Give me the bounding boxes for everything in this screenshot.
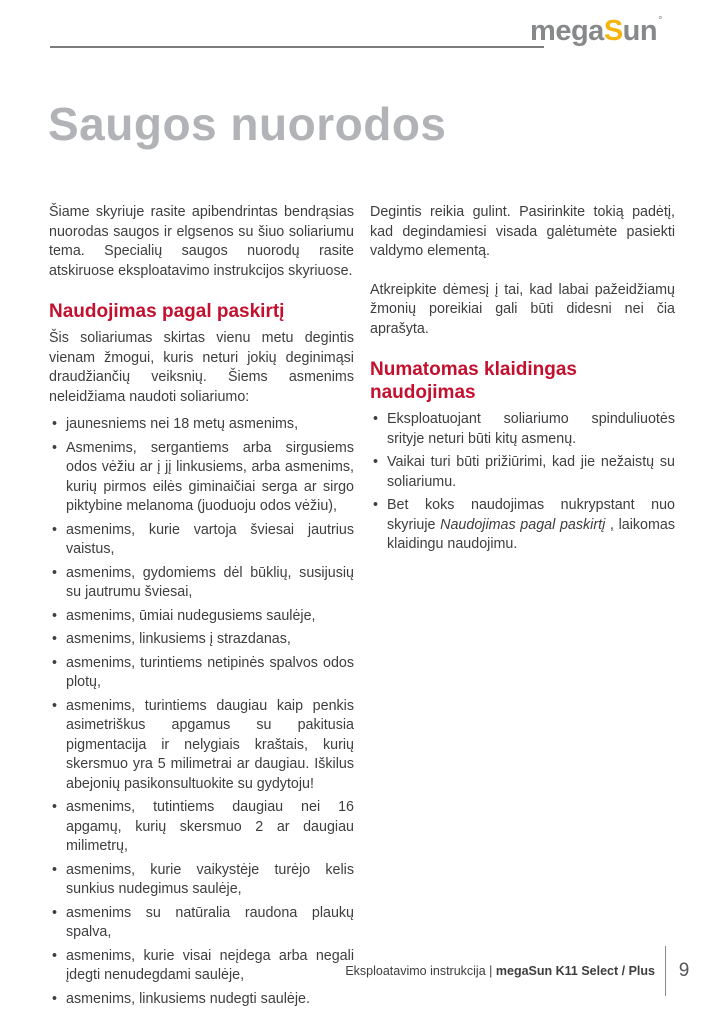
section-heading-misuse: Numatomas klaidingas naudojimas [370, 359, 577, 403]
list-item: • asmenims, linkusiems nudegti saulėje. [49, 990, 354, 1010]
logo-text-un: un [622, 15, 658, 47]
footer-separator: | [489, 964, 493, 978]
list-item: • asmenims, turintiems netipinės spalvos odos plotų, [49, 654, 354, 693]
misuse-item-reference: Naudojimas pagal paskirtį [440, 516, 606, 533]
header-rule [50, 46, 544, 48]
list-item: • asmenims, gydomiems dėl būklių, susijusių su jautrumu šviesai, [49, 564, 354, 603]
intro-paragraph: Šiame skyriuje rasite apibendrintas bendrąsias nuorodas saugos ir elgsenos su šiuo soliariumu tema. Specialių saugos nuorodų rasite atskiruose eksploatavimo instrukcijos skyriuose. [49, 204, 354, 279]
list-item: • Asmenims, sergantiems arba sirgusiems odos vėžiu ar į jį linkusiems, arba asmenims, kurių pirmos eilės giminaičiai serga ar sirgo piktybine melanoma (juoduoju odos vėžiu), [49, 439, 354, 517]
list-item [370, 496, 675, 555]
list-item: • Eksploatuojant soliariumo spinduliuotės srityje neturi būti kitų asmenų. [370, 410, 675, 449]
list-item: • asmenims, kurie vaikystėje turėjo kelis sunkius nudegimus saulėje, [49, 861, 354, 900]
two-column-body [49, 203, 675, 1013]
page-number: 9 [678, 960, 690, 981]
misuse-item-pre: Bet koks naudojimas nukrypstant nuo skyriuje [387, 497, 675, 533]
list-item: • asmenims, tutintiems daugiau nei 16 apgamų, kurių skersmuo 2 ar daugiau milimetrų, [49, 798, 354, 857]
tanning-position-paragraph: Degintis reikia gulint. Pasirinkite tokią padėtį, kad degindamiesi visada galėtumėte pasiekti valdymo elementą. [370, 204, 675, 259]
right-column [370, 203, 675, 1013]
section-heading-intended-use: Naudojimas pagal paskirtį [49, 301, 285, 322]
page-title: Saugos nuorodos [48, 98, 447, 150]
list-item: • jaunesniems nei 18 metų asmenims, [49, 415, 354, 435]
restricted-persons-list [49, 415, 354, 1009]
megasun-logo [530, 15, 662, 48]
list-item: • asmenims, kurie vartoja šviesai jautrius vaistus, [49, 521, 354, 560]
logo-accent-s: S [603, 15, 623, 47]
misuse-item-post: , laikomas klaidingu naudojimu. [387, 516, 675, 552]
misuse-list [370, 410, 675, 555]
list-item: • asmenims, kurie visai neįdega arba negali įdegti nenudegdami saulėje, [49, 947, 354, 986]
footer-doc-label: Eksploatavimo instrukcija [345, 964, 486, 978]
footer-text [345, 964, 655, 978]
vulnerable-persons-paragraph: Atkreipkite dėmesį į tai, kad labai pažeidžiamų žmonių poreikiai gali būti didesni nei čia aprašyta. [370, 281, 675, 337]
page-footer [345, 946, 692, 996]
logo-text-mega: mega [530, 15, 604, 47]
intended-use-paragraph: Šis soliariumas skirtas vienu metu degintis vienam žmogui, kuris neturi jokių deginimąsi draudžiančių veiksnių. Šiems asmenims neleidžiama naudoti soliariumo: [49, 330, 354, 405]
footer-divider [665, 946, 666, 996]
list-item: • Vaikai turi būti prižiūrimi, kad jie nežaistų su soliariumu. [370, 453, 675, 492]
list-item: • asmenims, linkusiems į strazdanas, [49, 630, 354, 650]
list-item: • asmenims su natūralia raudona plaukų spalva, [49, 904, 354, 943]
logo-trademark-icon: ° [658, 15, 662, 27]
footer-product-name: megaSun K11 Select / Plus [495, 964, 655, 978]
list-item: • asmenims, turintiems daugiau kaip penkis asimetriškus apgamus su pakitusia pigmentacija ir nelygiais kraštais, kurių skersmuo yra 5 milimetrai ar daugiau. Iškilus abejonių pasikonsultuokite su gydytoju! [49, 697, 354, 795]
left-column [49, 203, 354, 1013]
list-item: • asmenims, ūmiai nudegusiems saulėje, [49, 607, 354, 627]
